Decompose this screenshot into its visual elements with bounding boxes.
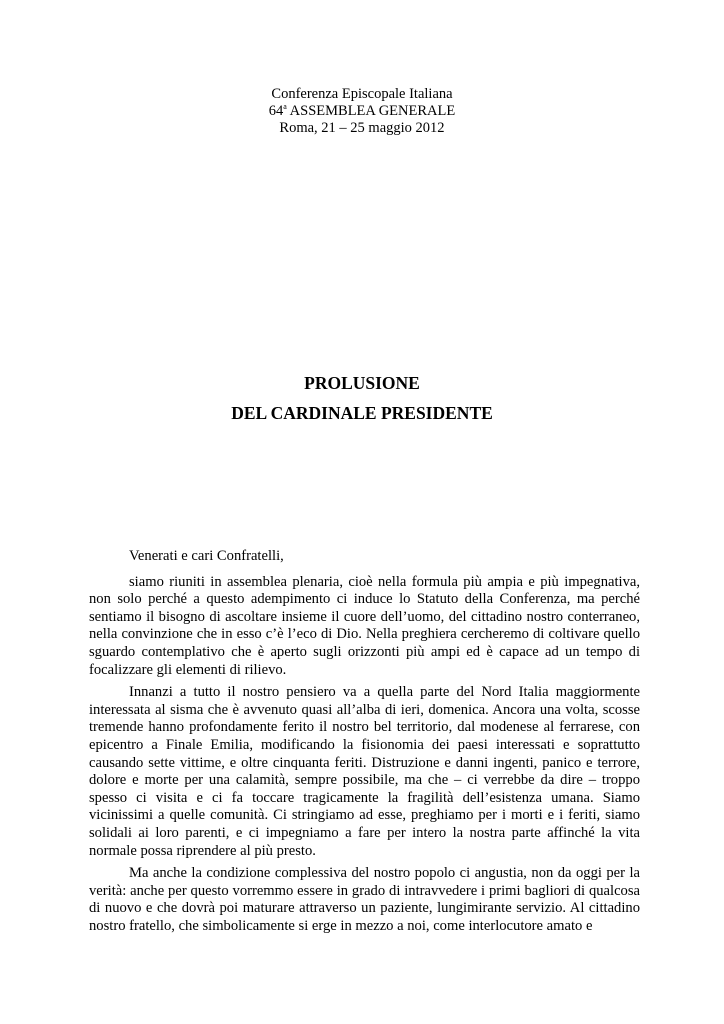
salutation: Venerati e cari Confratelli, <box>129 548 284 564</box>
title-line-2: DEL CARDINALE PRESIDENTE <box>231 403 493 423</box>
assembly-title <box>0 103 724 120</box>
paragraph: Innanzi a tutto il nostro pensiero va a quella parte del Nord Italia maggiormente interessata al sisma che è avvenuto quasi all’alba di ieri, domenica. Ancora una volta, scosse tremende hanno profondamente ferito il nostro bel territorio, dal modenese al ferrarese, con epicentro a Finale Emilia, modificando la fisionomia dei paesi interessati e soprattutto causando sette vittime, e oltre cinquanta feriti. Distruzione e danni ingenti, panico e terrore, dolore e morte per una calamità, sempre possibile, ma che – ci verrebbe da dire – troppo spesso ci visita e ci fa toccare tragicamente la fragilità dell’esistenza umana. Siamo vicinissimi a quelle comunità. Ci stringiamo ad esse, preghiamo per i morti e i feriti, siamo solidali ai loro parenti, e ci impegniamo a fare per intero la nostra parte affinché la vita normale possa riprendere al più presto. <box>89 684 640 859</box>
title-line-1: PROLUSIONE <box>304 373 420 393</box>
conference-name: Conferenza Episcopale Italiana <box>271 86 453 102</box>
place-and-date: Roma, 21 – 25 maggio 2012 <box>279 120 445 136</box>
paragraph: Ma anche la condizione complessiva del nostro popolo ci angustia, non da oggi per la verità: anche per questo vorremmo essere in grado di intravvedere i primi bagliori di qualcosa di nuovo e che dovrà poi maturare attraverso un paziente, lungimirante servizio. Al cittadino nostro fratello, che simbolicamente si erge in mezzo a noi, come interlocutore amato e <box>89 865 640 934</box>
ordinal-superscript: a <box>283 102 287 112</box>
body-text <box>89 548 640 940</box>
assembly-name: ASSEMBLEA GENERALE <box>286 103 456 119</box>
assembly-number: 64 <box>268 103 284 119</box>
document-header <box>0 86 724 137</box>
paragraph: siamo riuniti in assemblea plenaria, cioè nella formula più ampia e più impegnativa, non solo perché a questo adempimento ci induce lo Statuto della Conferenza, ma perché sentiamo il bisogno di ascoltare insieme il cuore dell’uomo, del cittadino nostro conterraneo, nella convinzione che in esso c’è l’eco di Dio. Nella preghiera cercheremo di coltivare quello sguardo contemplativo che è aperto sugli orizzonti più ampi ed è capace ad un tempo di focalizzare gli elementi di rilievo. <box>89 573 640 678</box>
document-title <box>0 368 724 428</box>
